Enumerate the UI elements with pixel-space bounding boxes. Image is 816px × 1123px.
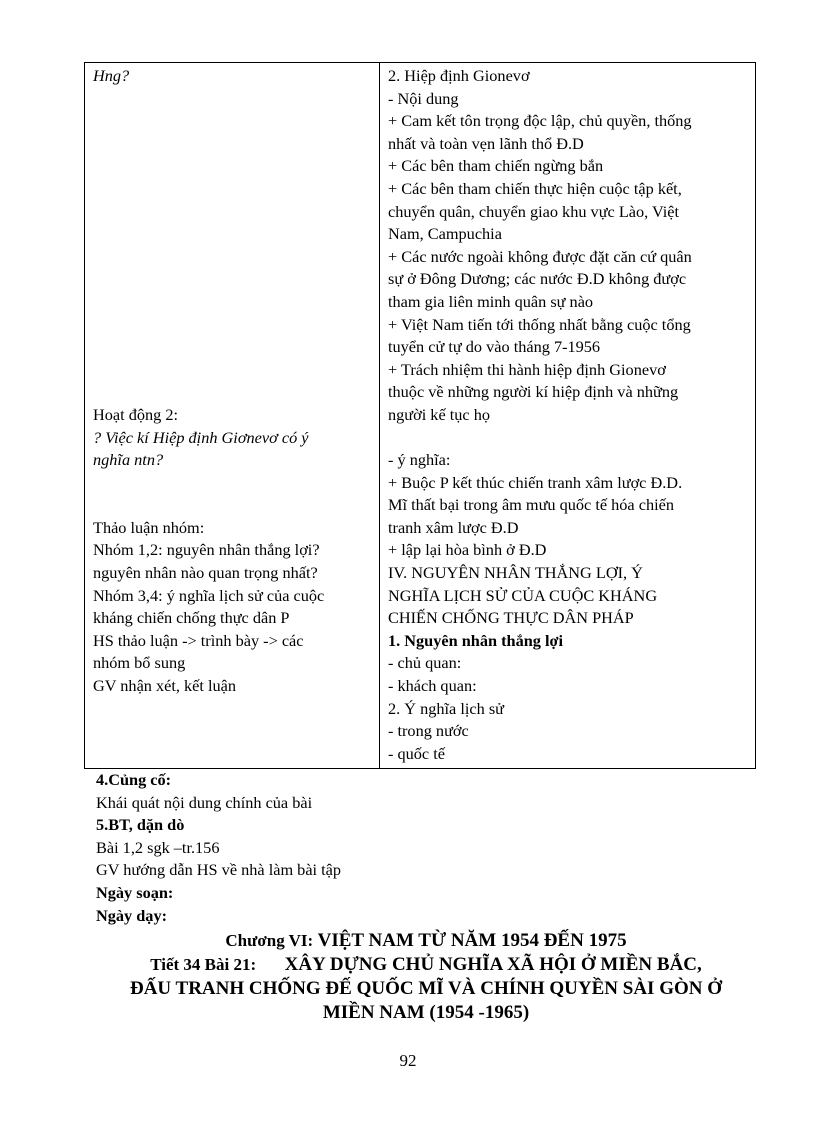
- activity-2-question-cont: nghĩa ntn?: [93, 450, 164, 470]
- content-line: tham gia liên minh quân sự nào: [388, 291, 594, 311]
- tail-line: - quốc tế: [388, 743, 445, 763]
- section-heading: IV. NGUYÊN NHÂN THẮNG LỢI, Ý: [388, 563, 643, 583]
- tail-line: - trong nước: [388, 721, 469, 741]
- discussion-line: Thảo luận nhóm:: [93, 517, 205, 537]
- chapter-title: [84, 929, 768, 953]
- content-line: Nam, Campuchia: [388, 224, 502, 244]
- lesson-table: [84, 62, 756, 769]
- page-number: 92: [399, 1051, 417, 1070]
- lesson-prefix: Tiết 34 Bài 21:: [150, 955, 257, 974]
- section-heading: NGHĨA LỊCH SỬ CỦA CUỘC KHÁNG: [388, 585, 658, 605]
- content-line: tuyển cử tự do vào tháng 7-1956: [388, 337, 601, 357]
- content-cell: [380, 63, 756, 769]
- question-fragment: Hng?: [93, 66, 130, 85]
- content-line: - Nội dung: [388, 88, 459, 108]
- activity-2-label: Hoạt động 2:: [93, 404, 179, 424]
- meaning-line: Mĩ thất bại trong âm mưu quốc tế hóa chiến: [388, 495, 674, 515]
- homework-line: Bài 1,2 sgk –tr.156: [96, 837, 220, 857]
- cause-heading: 1. Nguyên nhân thắng lợi: [388, 630, 564, 650]
- teacher-activity-cell: [85, 63, 380, 769]
- discussion-line: HS thảo luận -> trình bày -> các: [93, 630, 304, 650]
- discussion-line: nhóm bổ sung: [93, 653, 186, 673]
- tail-line: 2. Ý nghĩa lịch sử: [388, 698, 504, 718]
- discussion-line: GV nhận xét, kết luận: [93, 676, 237, 696]
- tail-line: - khách quan:: [388, 676, 477, 696]
- meaning-line: tranh xâm lược Đ.D: [388, 517, 519, 537]
- teach-date-label: Ngày dạy:: [96, 905, 168, 925]
- content-line: + Các bên tham chiến thực hiện cuộc tập kết,: [388, 178, 682, 198]
- content-line: 2. Hiệp định Gionevơ: [388, 66, 530, 85]
- discussion-line: kháng chiến chống thực dân P: [93, 608, 290, 628]
- prep-date-label: Ngày soạn:: [96, 882, 174, 902]
- content-line: sự ở Đông Dương; các nước Đ.D không được: [388, 269, 687, 289]
- content-line: người kế tục họ: [388, 404, 490, 424]
- lesson-title-line: MIỀN NAM (1954 -1965): [322, 1002, 530, 1023]
- discussion-line: Nhóm 1,2: nguyên nhân thắng lợi?: [93, 540, 320, 560]
- activity-2-question: ? Việc kí Hiệp định Giơnevơ có ý: [93, 427, 309, 447]
- content-line: thuộc về những người kí hiệp định và những: [388, 382, 679, 402]
- lesson-title-line: XÂY DỰNG CHỦ NGHĨA XÃ HỘI Ở MIỀN BẮC,: [284, 954, 702, 975]
- content-line: chuyển quân, chuyển giao khu vực Lào, Việt: [388, 201, 680, 221]
- homework-line: GV hướng dẫn HS về nhà làm bài tập: [96, 860, 342, 880]
- table-row: [85, 63, 756, 769]
- content-line: + Việt Nam tiến tới thống nhất bằng cuộc tổng: [388, 314, 691, 334]
- meaning-line: + lập lại hòa bình ở Đ.D: [388, 540, 547, 560]
- discussion-line: nguyên nhân nào quan trọng nhất?: [93, 563, 318, 583]
- discussion-line: Nhóm 3,4: ý nghĩa lịch sử của cuộc: [93, 585, 325, 605]
- meaning-line: - ý nghĩa:: [388, 450, 451, 470]
- content-line: + Trách nhiệm thi hành hiệp định Gionevơ: [388, 359, 666, 379]
- meaning-line: + Buộc P kết thúc chiến tranh xâm lược Đ.D.: [388, 472, 683, 492]
- lesson-title: [84, 953, 768, 977]
- section-heading: CHIẾN CHỐNG THỰC DÂN PHÁP: [388, 608, 634, 628]
- after-table-section: [96, 769, 746, 927]
- content-line: + Các bên tham chiến ngừng bắn: [388, 156, 604, 176]
- content-line: + Các nước ngoài không được đặt căn cứ quân: [388, 246, 692, 266]
- chapter-prefix: Chương VI:: [225, 931, 314, 950]
- homework-heading: 5.BT, dặn dò: [96, 815, 185, 835]
- content-line: + Cam kết tôn trọng độc lập, chủ quyền, thống: [388, 111, 692, 131]
- lesson-title-line: ĐẤU TRANH CHỐNG ĐẾ QUỐC MĨ VÀ CHÍNH QUYỀN SÀI GÒN Ở: [129, 978, 723, 999]
- tail-line: - chủ quan:: [388, 653, 462, 673]
- consolidation-text: Khái quát nội dung chính của bài: [96, 792, 313, 812]
- consolidation-heading: 4.Củng cố:: [96, 770, 172, 789]
- chapter-title-block: [84, 929, 768, 1025]
- chapter-name: VIỆT NAM TỪ NĂM 1954 ĐẾN 1975: [317, 930, 627, 951]
- content-line: nhất và toàn vẹn lãnh thổ Đ.D: [388, 133, 584, 153]
